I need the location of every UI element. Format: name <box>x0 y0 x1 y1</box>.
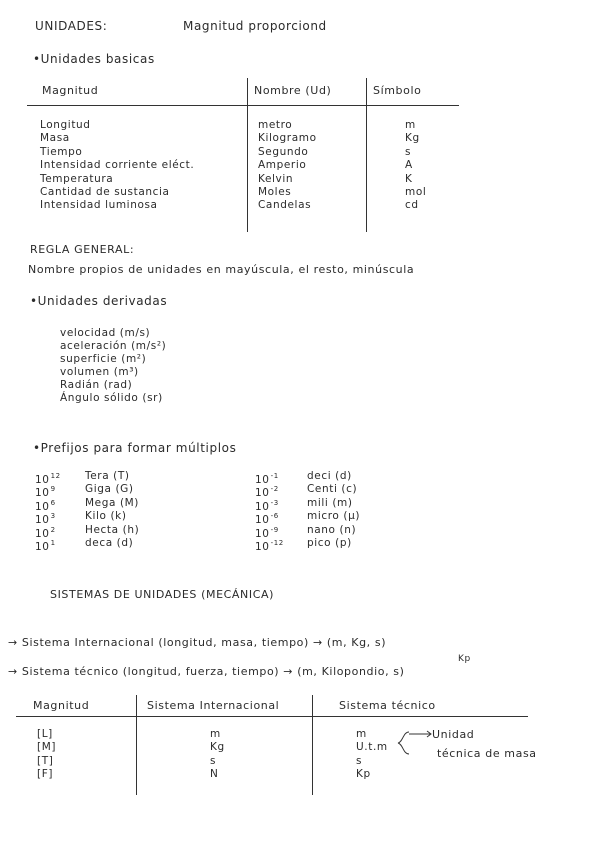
prefix-power: $10^{12}$ <box>35 472 61 486</box>
regla-text: Nombre propios de unidades en mayúscula, el resto, minúscula <box>28 263 415 276</box>
basicas-simbolo-list <box>405 119 426 213</box>
prefix-power: $10^{-1}$ <box>255 472 279 486</box>
table-cell: Cantidad de sustancia <box>40 185 170 198</box>
table-cell: Temperatura <box>40 172 114 185</box>
prefix-name: micro (μ) <box>307 510 361 523</box>
tabla2-note-line1: Unidad <box>432 728 475 741</box>
brace-arrow-icon <box>395 728 435 758</box>
table-cell: N <box>210 768 219 781</box>
prefix-power: $10^{-2}$ <box>255 485 279 500</box>
prefijos-left-exponents <box>35 470 61 553</box>
tabla2-magnitud-list <box>37 728 56 782</box>
table-cell: mol <box>405 185 427 198</box>
list-item: velocidad (m/s) <box>60 327 151 339</box>
table-cell: s <box>356 754 363 767</box>
list-item: Radián (rad) <box>60 379 133 391</box>
table-cell: Tiempo <box>40 145 83 158</box>
prefix-power: $10^6$ <box>35 498 56 513</box>
prefix-power: $10^2$ <box>35 525 56 540</box>
prefijos-left-names <box>85 470 139 550</box>
prefix-name: pico (p) <box>307 536 352 549</box>
table-cell: cd <box>405 199 419 212</box>
table-cell: [F] <box>37 768 54 781</box>
prefix-name: mili (m) <box>307 496 353 509</box>
prefix-name: Centi (c) <box>307 483 358 496</box>
table-cell: A <box>405 159 413 172</box>
table-cell: Amperio <box>258 159 307 172</box>
derivadas-list <box>60 327 166 405</box>
prefijos-right-names <box>307 470 360 550</box>
basicas-col-divider-2 <box>366 78 367 232</box>
sistema-tecnico-note: Kp <box>458 654 471 664</box>
basicas-header-rule <box>27 105 459 106</box>
table-cell: Kg <box>210 741 225 754</box>
tabla2-note-line2: técnica de masa <box>437 747 537 760</box>
table-cell: m <box>210 728 221 740</box>
table-cell: Moles <box>258 185 292 198</box>
basicas-col-simbolo: Símbolo <box>373 84 422 97</box>
table-cell: s <box>210 754 217 767</box>
table-cell: m <box>405 119 416 131</box>
tabla2-header-rule <box>16 716 528 717</box>
tabla2-col-divider-1 <box>136 695 137 795</box>
table-cell: metro <box>258 119 293 131</box>
prefix-power: $10^{-6}$ <box>255 512 279 527</box>
table-cell: Intensidad luminosa <box>40 199 158 212</box>
tabla2-col-divider-2 <box>312 695 313 795</box>
prefix-name: Tera (T) <box>85 470 130 482</box>
table-cell: [L] <box>37 728 53 740</box>
prefix-name: nano (n) <box>307 523 357 536</box>
prefijos-heading: •Prefijos para formar múltiplos <box>33 441 237 455</box>
sistemas-heading: SISTEMAS DE UNIDADES (MECÁNICA) <box>50 588 275 601</box>
table-cell: s <box>405 145 412 158</box>
table-cell: Masa <box>40 132 70 145</box>
tabla2-col-magnitud: Magnitud <box>33 699 90 712</box>
prefix-power: $10^{-12}$ <box>255 538 284 553</box>
prefix-name: deci (d) <box>307 470 352 482</box>
prefijos-right-exponents <box>255 470 284 553</box>
derivadas-heading: •Unidades derivadas <box>30 294 168 308</box>
table-cell: Longitud <box>40 119 91 131</box>
table-cell: Kelvin <box>258 172 294 185</box>
prefix-power: $10^1$ <box>35 538 56 553</box>
tabla2-col-si: Sistema Internacional <box>147 699 280 712</box>
table-cell: m <box>356 728 367 740</box>
table-cell: K <box>405 172 413 185</box>
list-item: volumen (m³) <box>60 366 139 378</box>
page-title: UNIDADES: <box>35 19 108 33</box>
page-subtitle: Magnitud proporciond <box>183 19 327 33</box>
basicas-nombre-list <box>258 119 317 213</box>
table-cell: Candelas <box>258 199 312 212</box>
table-cell: U.t.m <box>356 741 388 754</box>
table-cell: Intensidad corriente eléct. <box>40 159 195 172</box>
prefix-name: deca (d) <box>85 536 134 549</box>
prefix-power: $10^3$ <box>35 512 56 527</box>
table-cell: [M] <box>37 741 57 754</box>
tabla2-si-list <box>210 728 225 782</box>
table-cell: [T] <box>37 754 54 767</box>
sistema-internacional-line: → Sistema Internacional (longitud, masa, tiempo) → (m, Kg, s) <box>8 636 387 649</box>
tabla2-col-tecnico: Sistema técnico <box>339 699 436 712</box>
list-item: superficie (m²) <box>60 353 147 365</box>
prefix-power: $10^9$ <box>35 485 56 500</box>
prefix-name: Giga (G) <box>85 483 134 496</box>
basicas-col-nombre: Nombre (Ud) <box>254 84 332 97</box>
table-cell: Kg <box>405 132 420 145</box>
prefix-name: Kilo (k) <box>85 510 127 523</box>
table-cell: Segundo <box>258 145 309 158</box>
prefix-power: $10^{-3}$ <box>255 498 279 513</box>
basicas-heading: •Unidades basicas <box>33 52 155 66</box>
table-cell: Kp <box>356 768 371 781</box>
list-item: Ángulo sólido (sr) <box>60 392 163 404</box>
list-item: aceleración (m/s²) <box>60 340 167 352</box>
prefix-name: Hecta (h) <box>85 523 140 536</box>
basicas-magnitud-list <box>40 119 194 213</box>
tabla2-tecnico-list <box>356 728 388 782</box>
sistema-tecnico-line: → Sistema técnico (longitud, fuerza, tiempo) → (m, Kilopondio, s) <box>8 665 405 678</box>
regla-heading: REGLA GENERAL: <box>30 243 135 256</box>
basicas-col-magnitud: Magnitud <box>42 84 99 97</box>
basicas-col-divider-1 <box>247 78 248 232</box>
prefix-name: Mega (M) <box>85 496 140 509</box>
prefix-power: $10^{-9}$ <box>255 525 279 540</box>
table-cell: Kilogramo <box>258 132 317 145</box>
